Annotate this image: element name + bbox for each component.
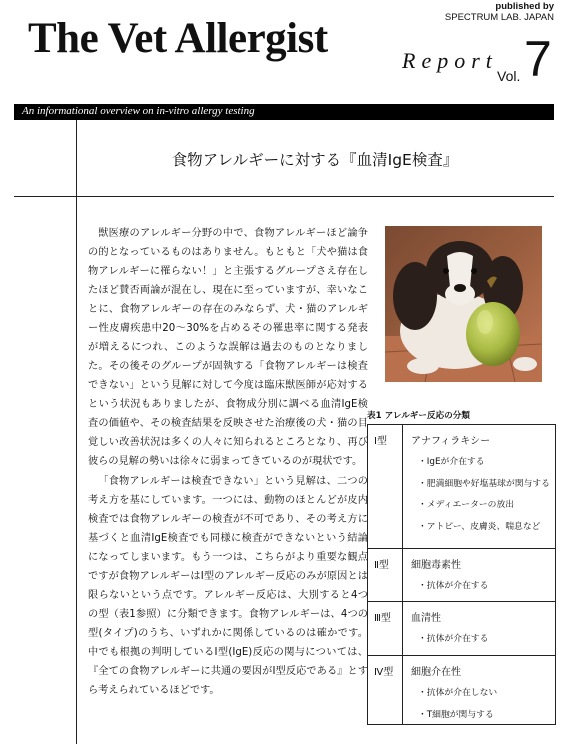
table-row-type-1 (368, 425, 555, 548)
newsletter-title: The Vet Allergist (28, 15, 328, 62)
body-paragraph-2: 「食物アレルギーは検査できない」という見解は、二つの考え方を基にしています。一つには、動物のほとんどが皮内検査では食物アレルギーの検査が不可であり、その考え方に基づくと血清IgE検査でも同様に検査ができないという結論になってしまいます。もう一つは、こちらがより重要な観点ですが食物アレルギーはⅠ型のアレルギー反応のみが原因とは限らないという点です。アレルギー反応は、大別すると4つの型（表1参照）に分類できます。食物アレルギーは、4つの型(タイプ)のうち、いずれかに関係しているのは確かです。中でも根拠の判明しているⅠ型(IgE)反応の関与については、『全ての食物アレルギーに共通の要因がⅠ型反応である』とすら考えられているほどです。 (88, 476, 368, 696)
volume-number: 7 (524, 31, 552, 87)
row-reaction-name: 細胞介在性 (411, 667, 461, 678)
row-reaction-name: アナフィラキシー (411, 436, 491, 447)
row-reaction-name: 血清性 (411, 613, 441, 624)
row-type-label: Ⅲ型 (374, 613, 391, 624)
row-item: ・抗体が介在する (418, 634, 489, 644)
column-divider (76, 120, 77, 744)
row-type-label: Ⅳ型 (374, 667, 394, 678)
row-item: ・アトピー、皮膚炎、喘息など (418, 522, 541, 533)
row-type-label: Ⅱ型 (374, 560, 389, 571)
report-label: Report (402, 48, 498, 73)
article-body (88, 224, 368, 701)
cell-divider (402, 549, 403, 601)
row-item: ・IgEが介在する (418, 457, 485, 467)
dog-with-pear-photo (385, 226, 542, 382)
cell-divider (402, 425, 403, 548)
publisher-info (445, 1, 554, 23)
allergy-classification-table (367, 424, 556, 725)
row-item-list (418, 631, 488, 653)
table-row-type-4 (368, 655, 555, 724)
row-type-label: Ⅰ型 (374, 436, 387, 447)
row-item: ・抗体が介在する (418, 581, 489, 591)
row-item: ・肥満細胞や好塩基球が関与する (418, 478, 550, 489)
publisher-line-2: SPECTRUM LAB. JAPAN (444, 12, 554, 23)
row-item: ・メディエーターの放出 (418, 500, 515, 511)
dog-photo-illustration (385, 226, 542, 382)
row-item: ・T細胞が関与する (418, 709, 494, 720)
cell-divider (402, 602, 403, 655)
row-item: ・抗体が介在しない (418, 688, 498, 698)
table-row-type-2 (368, 548, 555, 601)
body-paragraph-1: 獣医療のアレルギー分野の中で、食物アレルギーほど論争の的となっているものはありません。もともと「犬や猫は食物アレルギーに罹らない！」と主張するグループさえ存在したほど賛否両論が混在し、現在に至っていますが、幸いなことに、食物アレルギーの存在のみならず、犬・猫のアレルギー性皮膚疾患中20～30%を占めるその罹患率に関する発表が増えるにつれ、このような誤解は過去のものとなりました。その後そのグループが固執する「食物アレルギーは検査できない」という見解に対して今度は臨床獣医師が応対するという状況もありましたが、食物成分別に調べる血清IgE検査の価値や、その検査結果を反映させた治療後の犬・猫の目覚しい改善状況は多くの人々に知られるところとなり、再び彼らの見解の勢いは徐々に弱まってきているのが現状です。 (88, 228, 368, 467)
publisher-line-1: published by (495, 1, 554, 12)
row-reaction-name: 細胞毒素性 (411, 560, 461, 571)
row-item-list (418, 454, 550, 541)
row-item-list (418, 685, 497, 728)
table-title: 表1 アレルギー反応の分類 (367, 411, 470, 421)
row-item-list (418, 578, 488, 600)
headline-divider (14, 196, 554, 197)
tagline-bar (14, 104, 554, 120)
table-row-type-3 (368, 601, 555, 655)
cell-divider (402, 656, 403, 724)
tagline-text: An informational overview on in-vitro allergy testing (22, 105, 255, 117)
article-headline: 食物アレルギーに対する『血清IgE検査』 (171, 151, 459, 169)
volume-label: Vol. (497, 68, 521, 84)
